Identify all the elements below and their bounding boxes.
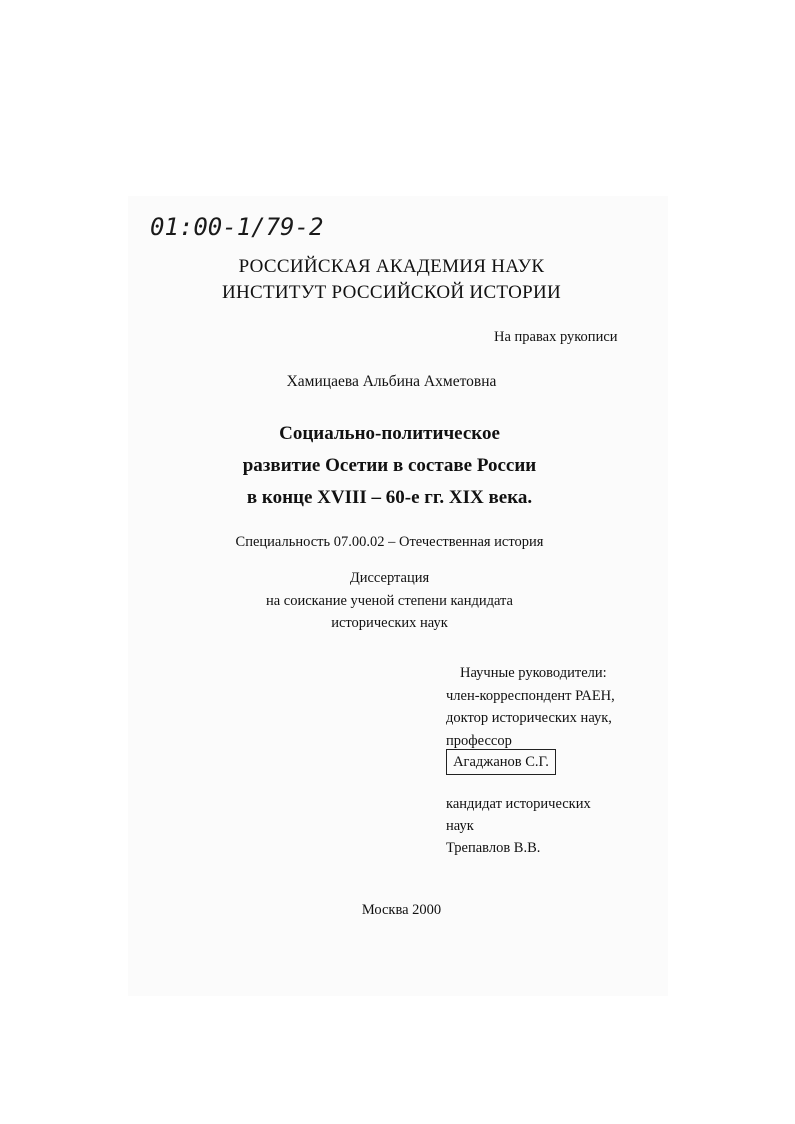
supervisor-1-name-box: Агаджанов С.Г. bbox=[446, 749, 556, 775]
manuscript-rights-note: На правах рукописи bbox=[494, 329, 618, 345]
supervisor-2-name: Трепавлов В.В. bbox=[446, 840, 541, 856]
dissertation-title-line-1: Социально-политическое bbox=[279, 423, 500, 444]
city-and-year: Москва 2000 bbox=[361, 902, 442, 918]
specialty-line: Специальность 07.00.02 – Отечественная история bbox=[235, 534, 544, 550]
supervisors-heading: Научные руководители: bbox=[460, 665, 607, 681]
degree-line-2: на соискание ученой степени кандидата bbox=[265, 593, 513, 609]
supervisor-1-title-line-2: доктор исторических наук, bbox=[446, 710, 612, 726]
organization-line-2: ИНСТИТУТ РОССИЙСКОЙ ИСТОРИИ bbox=[221, 282, 562, 303]
supervisor-2-title-line-1: кандидат исторических bbox=[446, 796, 591, 812]
degree-line-3: исторических наук bbox=[331, 615, 448, 631]
handwritten-catalog-code bbox=[148, 204, 348, 250]
supervisor-2-block bbox=[446, 793, 591, 859]
dissertation-title-line-3: в конце XVIII – 60-е гг. XIX века. bbox=[246, 487, 533, 508]
supervisor-2-title-line-2: наук bbox=[446, 818, 474, 834]
supervisor-1-title-line-3: профессор bbox=[446, 732, 512, 749]
dissertation-title-line-2: развитие Осетии в составе России bbox=[242, 455, 537, 476]
author-name: Хамицаева Альбина Ахметовна bbox=[286, 373, 497, 390]
degree-line-1: Диссертация bbox=[349, 570, 430, 586]
supervisor-1-title-line-1: член-корреспондент РАЕН, bbox=[446, 687, 615, 704]
supervisors-block bbox=[446, 662, 615, 752]
organization-line-1: РОССИЙСКАЯ АКАДЕМИЯ НАУК bbox=[238, 256, 545, 277]
handwritten-code-text: 01:00-1/79-2 bbox=[150, 213, 324, 241]
